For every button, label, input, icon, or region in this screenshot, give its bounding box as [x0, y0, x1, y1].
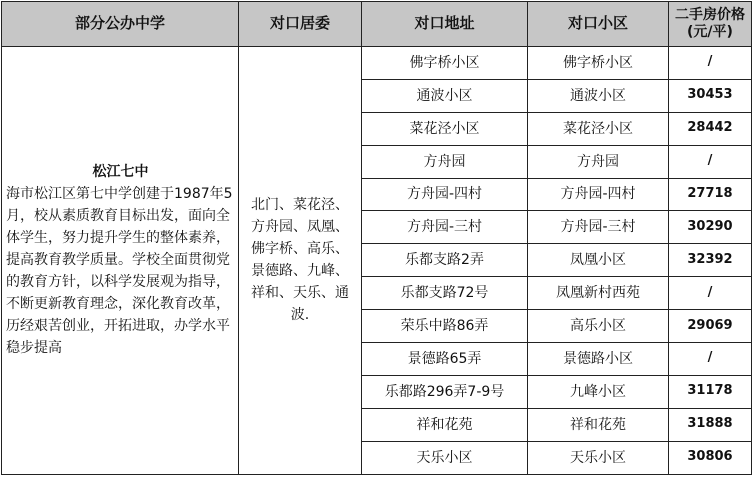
community-cell: 九峰小区	[528, 375, 669, 408]
address-cell: 景德路65弄	[362, 343, 528, 376]
community-cell: 方舟园	[528, 145, 669, 178]
price-cell: 30806	[669, 441, 752, 474]
header-address: 对口地址	[362, 2, 528, 47]
price-cell: 28442	[669, 112, 752, 145]
address-cell: 通波小区	[362, 79, 528, 112]
community-cell: 佛字桥小区	[528, 47, 669, 80]
community-cell: 菜花泾小区	[528, 112, 669, 145]
header-community: 对口小区	[528, 2, 669, 47]
school-cell	[2, 47, 239, 475]
header-committee: 对口居委	[239, 2, 362, 47]
address-cell: 方舟园	[362, 145, 528, 178]
address-cell: 祥和花苑	[362, 408, 528, 441]
price-cell: /	[669, 343, 752, 376]
address-cell: 荣乐中路86弄	[362, 310, 528, 343]
price-cell: 32392	[669, 244, 752, 277]
community-cell: 凤凰新村西苑	[528, 277, 669, 310]
price-cell: /	[669, 277, 752, 310]
price-cell: 31888	[669, 408, 752, 441]
community-cell: 祥和花苑	[528, 408, 669, 441]
community-cell: 天乐小区	[528, 441, 669, 474]
header-price-line2: (元/平)	[687, 24, 733, 40]
community-cell: 方舟园-三村	[528, 211, 669, 244]
community-cell: 通波小区	[528, 79, 669, 112]
price-cell: 27718	[669, 178, 752, 211]
community-cell: 方舟园-四村	[528, 178, 669, 211]
address-cell: 方舟园-四村	[362, 178, 528, 211]
address-cell: 佛字桥小区	[362, 47, 528, 80]
school-district-table	[1, 1, 752, 475]
address-cell: 菜花泾小区	[362, 112, 528, 145]
school-description: 海市松江区第七中学创建于1987年5月，校从素质教育目标出发，面向全体学生，努力提升学生的整体素养，提高教育教学质量。学校全面贯彻党的教育方针，以科学发展观为指导，不断更新教育理念，深化教育改革，历经艰苦创业，开拓进取，办学水平稳步提高	[6, 186, 233, 357]
table-row	[2, 47, 752, 80]
price-cell: 30453	[669, 79, 752, 112]
header-school: 部分公办中学	[2, 2, 239, 47]
price-cell: 30290	[669, 211, 752, 244]
community-cell: 凤凰小区	[528, 244, 669, 277]
price-cell: 29069	[669, 310, 752, 343]
school-name: 松江七中	[92, 164, 149, 181]
address-cell: 方舟园-三村	[362, 211, 528, 244]
price-cell: /	[669, 47, 752, 80]
address-cell: 天乐小区	[362, 441, 528, 474]
header-row	[2, 2, 752, 47]
community-cell: 高乐小区	[528, 310, 669, 343]
community-cell: 景德路小区	[528, 343, 669, 376]
header-price	[669, 2, 752, 47]
address-cell: 乐都支路2弄	[362, 244, 528, 277]
address-cell: 乐都支路72号	[362, 277, 528, 310]
price-cell: /	[669, 145, 752, 178]
address-cell: 乐都路296弄7-9号	[362, 375, 528, 408]
header-price-line1: 二手房价格	[675, 7, 745, 24]
price-cell: 31178	[669, 375, 752, 408]
committee-cell: 北门、菜花泾、方舟园、凤凰、佛字桥、高乐、景德路、九峰、祥和、天乐、通波.	[239, 47, 362, 475]
